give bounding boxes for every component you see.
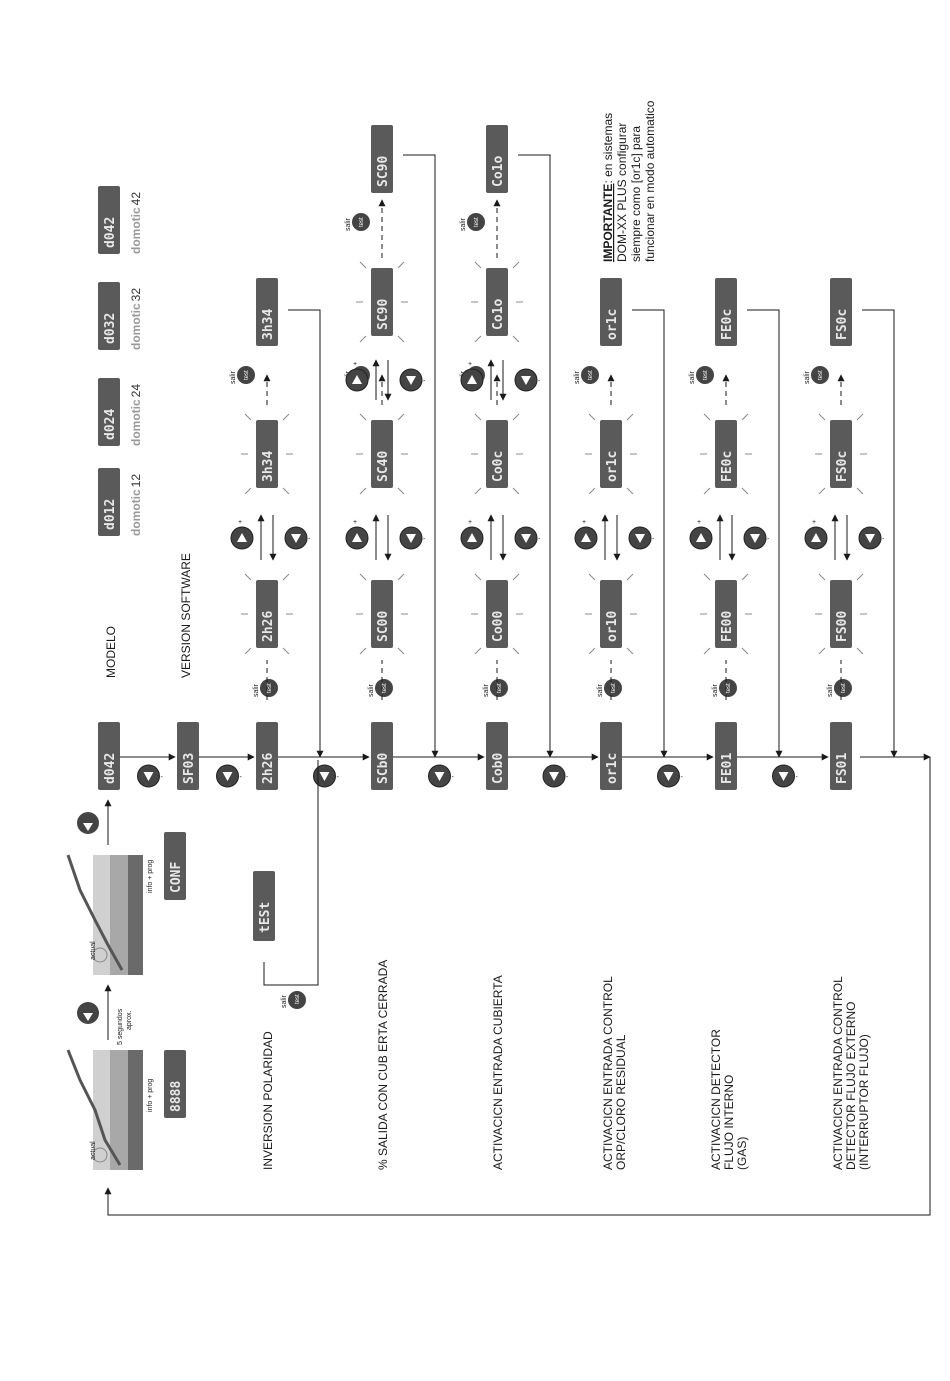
svg-text:test: test	[359, 217, 365, 227]
main-down-button-5[interactable]	[658, 765, 684, 787]
svg-text:test: test	[244, 370, 250, 380]
row-5-display-2	[830, 420, 852, 488]
main-down-button-6[interactable]	[773, 765, 799, 787]
row-2-display-2-text: Co0c	[491, 450, 506, 482]
row-label-3-0: ACTIVACICN ENTRADA CONTROL	[601, 976, 615, 1170]
info-prog-label-1: info + prog	[147, 1078, 154, 1112]
main-display-1	[177, 722, 199, 790]
main-display-6-text: FE01	[720, 752, 735, 784]
row-5-down-button[interactable]	[859, 527, 885, 549]
row-1-display-final	[371, 125, 393, 193]
row-2-display-1-text: Co00	[491, 610, 506, 642]
row-0-down-button[interactable]	[285, 527, 311, 549]
row-4-display-1	[715, 580, 737, 648]
top-left-arrow-group	[77, 800, 108, 845]
minus-label: -	[538, 378, 541, 385]
row-5-display-1	[830, 580, 852, 648]
svg-text:test: test	[818, 370, 824, 380]
main-display-3	[371, 722, 393, 790]
chart-actual-label-1: actual	[90, 1141, 97, 1160]
chart-actual-label-2: actual	[90, 941, 97, 960]
flow-row-3	[574, 278, 664, 757]
svg-text:test: test	[703, 370, 709, 380]
salir-label: salir	[368, 684, 375, 697]
salir-label: salir	[827, 684, 834, 697]
row-1-display-1-text: SC00	[376, 610, 391, 642]
main-down-button-1[interactable]	[217, 765, 243, 787]
row-4-display-1-text: FE00	[720, 610, 735, 642]
model-name-32: domotic32	[129, 287, 143, 350]
main-display-7	[830, 722, 852, 790]
row-4-display-2-text: FE0c	[720, 450, 735, 482]
plus-label: +	[468, 519, 473, 526]
main-display-0-text: d042	[103, 752, 118, 784]
row-1-up-button[interactable]	[346, 519, 368, 549]
flow-row-0	[230, 278, 320, 757]
important-line-3: siempre como [or1c] para	[629, 125, 643, 262]
minus-label: -	[566, 774, 569, 781]
model-display-12-text: d012	[103, 498, 118, 530]
svg-text:test: test	[267, 683, 273, 693]
plus-label: +	[468, 361, 473, 368]
salir-label: salir	[253, 684, 260, 697]
model-display-24	[98, 378, 120, 446]
row-2-display-1	[486, 580, 508, 648]
flow-row-5	[804, 278, 894, 757]
row-1-display-final-text: SC90	[376, 155, 391, 187]
plus-label: +	[238, 519, 243, 526]
main-display-5	[600, 722, 622, 790]
row-2-display-3	[486, 268, 508, 336]
row-label-1-0: % SALIDA CON CUB ERTA CERRADA	[376, 959, 390, 1170]
plus-label: +	[353, 519, 358, 526]
five-seconds-label: 5 segundos	[117, 1008, 124, 1045]
salir-label: salir	[345, 218, 352, 231]
row-2-up-button-2[interactable]	[461, 361, 483, 391]
minus-label: -	[767, 536, 770, 543]
row-label-4-1: FLUJO INTERNO	[722, 1074, 736, 1170]
svg-text:test: test	[382, 683, 388, 693]
main-display-7-text: FS01	[835, 752, 850, 784]
svg-text:test: test	[611, 683, 617, 693]
row-1-display-2-text: SC40	[376, 450, 391, 482]
flow-row-4	[689, 278, 779, 757]
important-note	[601, 100, 657, 262]
row-3-display-2-text: or1c	[605, 450, 620, 482]
main-down-button-0[interactable]	[138, 765, 164, 787]
important-line-2: DOM-XX PLUS configurar	[615, 122, 629, 262]
polarity-group	[253, 760, 318, 1009]
row-4-up-button[interactable]	[690, 519, 712, 549]
model-name-42: domotic42	[129, 191, 143, 254]
minus-label: -	[336, 774, 339, 781]
row-2-down-button[interactable]	[515, 527, 541, 549]
minus-label: -	[423, 536, 426, 543]
salir-label-polarity: salir	[281, 995, 288, 1008]
plus-label: +	[812, 519, 817, 526]
left-chart-2	[68, 855, 143, 975]
main-down-button-3[interactable]	[429, 765, 455, 787]
main-display-4	[486, 722, 508, 790]
row-3-display-final	[600, 278, 622, 346]
label-modelo: MODELO	[104, 625, 118, 678]
salir-label: salir	[230, 371, 237, 384]
display-8888-text: 8888	[169, 1080, 184, 1112]
main-display-1-text: SF03	[182, 752, 197, 784]
model-display-32-text: d032	[103, 312, 118, 344]
approx-label: aprox.	[126, 1010, 133, 1030]
important-line-4: funcionar en modo automatico	[643, 100, 657, 262]
svg-text:test: test	[588, 370, 594, 380]
row-4-display-2	[715, 420, 737, 488]
display-test-text: tESt	[258, 901, 273, 933]
flow-row-1	[345, 125, 435, 757]
row-label-5-2: (INTERRUPTOR FLUJO)	[857, 1034, 871, 1170]
row-1-display-3	[371, 268, 393, 336]
test-button[interactable]	[253, 679, 278, 697]
row-0-up-button[interactable]	[231, 519, 253, 549]
main-display-4-text: Cob0	[491, 752, 506, 784]
row-1-down-button[interactable]	[400, 527, 426, 549]
minus-label: -	[680, 774, 683, 781]
test-button[interactable]	[574, 366, 599, 384]
salir-label: salir	[597, 684, 604, 697]
main-down-button-2[interactable]	[314, 765, 340, 787]
flow-row-2	[460, 125, 550, 757]
main-display-2-text: 2h26	[261, 752, 276, 784]
svg-text:test: test	[726, 683, 732, 693]
row-3-display-1-text: or10	[605, 610, 620, 642]
return-loop-line	[108, 757, 930, 1215]
test-button[interactable]	[804, 366, 829, 384]
model-name-24: domotic24	[129, 383, 143, 446]
test-button[interactable]	[689, 366, 714, 384]
svg-text:test: test	[497, 683, 503, 693]
info-prog-label-2: info + prog	[147, 859, 154, 893]
plus-label: +	[697, 519, 702, 526]
test-button[interactable]	[712, 679, 737, 697]
row-1-display-2	[371, 420, 393, 488]
row-5-display-final-text: FS0c	[835, 308, 850, 340]
test-button[interactable]	[483, 679, 508, 697]
row-5-display-2-text: FS0c	[835, 450, 850, 482]
five-seconds-group	[77, 985, 133, 1045]
main-display-6	[715, 722, 737, 790]
minus-label: -	[795, 774, 798, 781]
minus-label: -	[308, 536, 311, 543]
model-display-24-text: d024	[103, 408, 118, 440]
minus-label: -	[239, 774, 242, 781]
row-0-display-1	[256, 580, 278, 648]
salir-label: salir	[483, 684, 490, 697]
row-label-0-0: INVERSION POLARIDAD	[261, 1031, 275, 1170]
display-conf-text: CONF	[169, 861, 184, 893]
minus-label: -	[882, 536, 885, 543]
main-display-3-text: SCb0	[376, 752, 391, 784]
row-labels	[261, 960, 871, 1170]
test-button[interactable]	[597, 679, 622, 697]
row-1-display-1	[371, 580, 393, 648]
important-line-1: IMPORTANTE: en sistemas	[601, 112, 615, 262]
row-2-display-final	[486, 125, 508, 193]
main-display-2	[256, 722, 278, 790]
left-chart-1	[68, 1050, 143, 1170]
model-display-42-text: d042	[103, 216, 118, 248]
row-label-5-1: DETECTOR FLUJO EXTERNO	[844, 1001, 858, 1170]
main-down-button-4[interactable]	[543, 765, 569, 787]
test-button[interactable]	[827, 679, 852, 697]
row-3-display-1	[600, 580, 622, 648]
row-2-display-final-text: Co1o	[491, 155, 506, 187]
salir-label: salir	[712, 684, 719, 697]
row-5-up-button[interactable]	[805, 519, 827, 549]
minus-label: -	[160, 774, 163, 781]
row-1-display-3-text: SC90	[376, 298, 391, 330]
models-row	[98, 186, 143, 536]
row-label-4-0: ACTIVACICN DETECTOR	[709, 1029, 723, 1170]
row-2-display-2	[486, 420, 508, 488]
row-label-5-0: ACTIVACICN ENTRADA CONTROL	[831, 976, 845, 1170]
row-5-display-final	[830, 278, 852, 346]
row-4-down-button[interactable]	[744, 527, 770, 549]
svg-text:test: test	[295, 994, 301, 1004]
model-display-32	[98, 282, 120, 350]
row-3-up-button[interactable]	[575, 519, 597, 549]
row-2-down-button-2[interactable]	[515, 369, 541, 391]
row-1-up-button-2[interactable]	[346, 361, 368, 391]
row-0-display-1-text: 2h26	[261, 610, 276, 642]
minus-label: -	[538, 536, 541, 543]
left-display-2-group	[147, 832, 186, 900]
test-button[interactable]	[368, 679, 393, 697]
main-display-5-text: or1c	[605, 752, 620, 784]
test-button[interactable]	[345, 213, 370, 231]
row-3-down-button[interactable]	[629, 527, 655, 549]
salir-label: salir	[460, 218, 467, 231]
row-0-display-final	[256, 278, 278, 346]
row-0-display-2-text: 3h34	[261, 450, 276, 482]
row-4-display-final-text: FE0c	[720, 308, 735, 340]
minus-label: -	[451, 774, 454, 781]
plus-label: +	[353, 361, 358, 368]
flow-rows	[230, 122, 894, 757]
salir-label: salir	[689, 371, 696, 384]
row-1-down-button-2[interactable]	[400, 369, 426, 391]
test-button[interactable]	[230, 366, 255, 384]
label-version-software: VERSION SOFTWARE	[179, 553, 193, 678]
row-3-display-final-text: or1c	[605, 308, 620, 340]
main-display-0	[98, 722, 120, 790]
row-label-2-0: ACTIVACICN ENTRADA CUBIERTA	[491, 975, 505, 1170]
model-name-12: domotic12	[129, 473, 143, 536]
svg-text:test: test	[474, 217, 480, 227]
minus-label: -	[652, 536, 655, 543]
row-5-display-1-text: FS00	[835, 610, 850, 642]
salir-label: salir	[574, 371, 581, 384]
minus-label: -	[423, 378, 426, 385]
row-0-display-final-text: 3h34	[261, 308, 276, 340]
model-display-42	[98, 186, 120, 254]
model-display-12	[98, 468, 120, 536]
test-button[interactable]	[460, 213, 485, 231]
row-2-up-button[interactable]	[461, 519, 483, 549]
row-label-3-1: ORP/CLORO RESIDUAL	[614, 1034, 628, 1170]
row-3-display-2	[600, 420, 622, 488]
svg-text:test: test	[841, 683, 847, 693]
main-chain	[98, 722, 852, 790]
left-display-1-group	[147, 1050, 186, 1118]
row-4-display-final	[715, 278, 737, 346]
row-2-display-3-text: Co1o	[491, 298, 506, 330]
row-label-4-2: (GAS)	[735, 1136, 749, 1170]
row-0-display-2	[256, 420, 278, 488]
plus-label: +	[582, 519, 587, 526]
salir-label: salir	[804, 371, 811, 384]
